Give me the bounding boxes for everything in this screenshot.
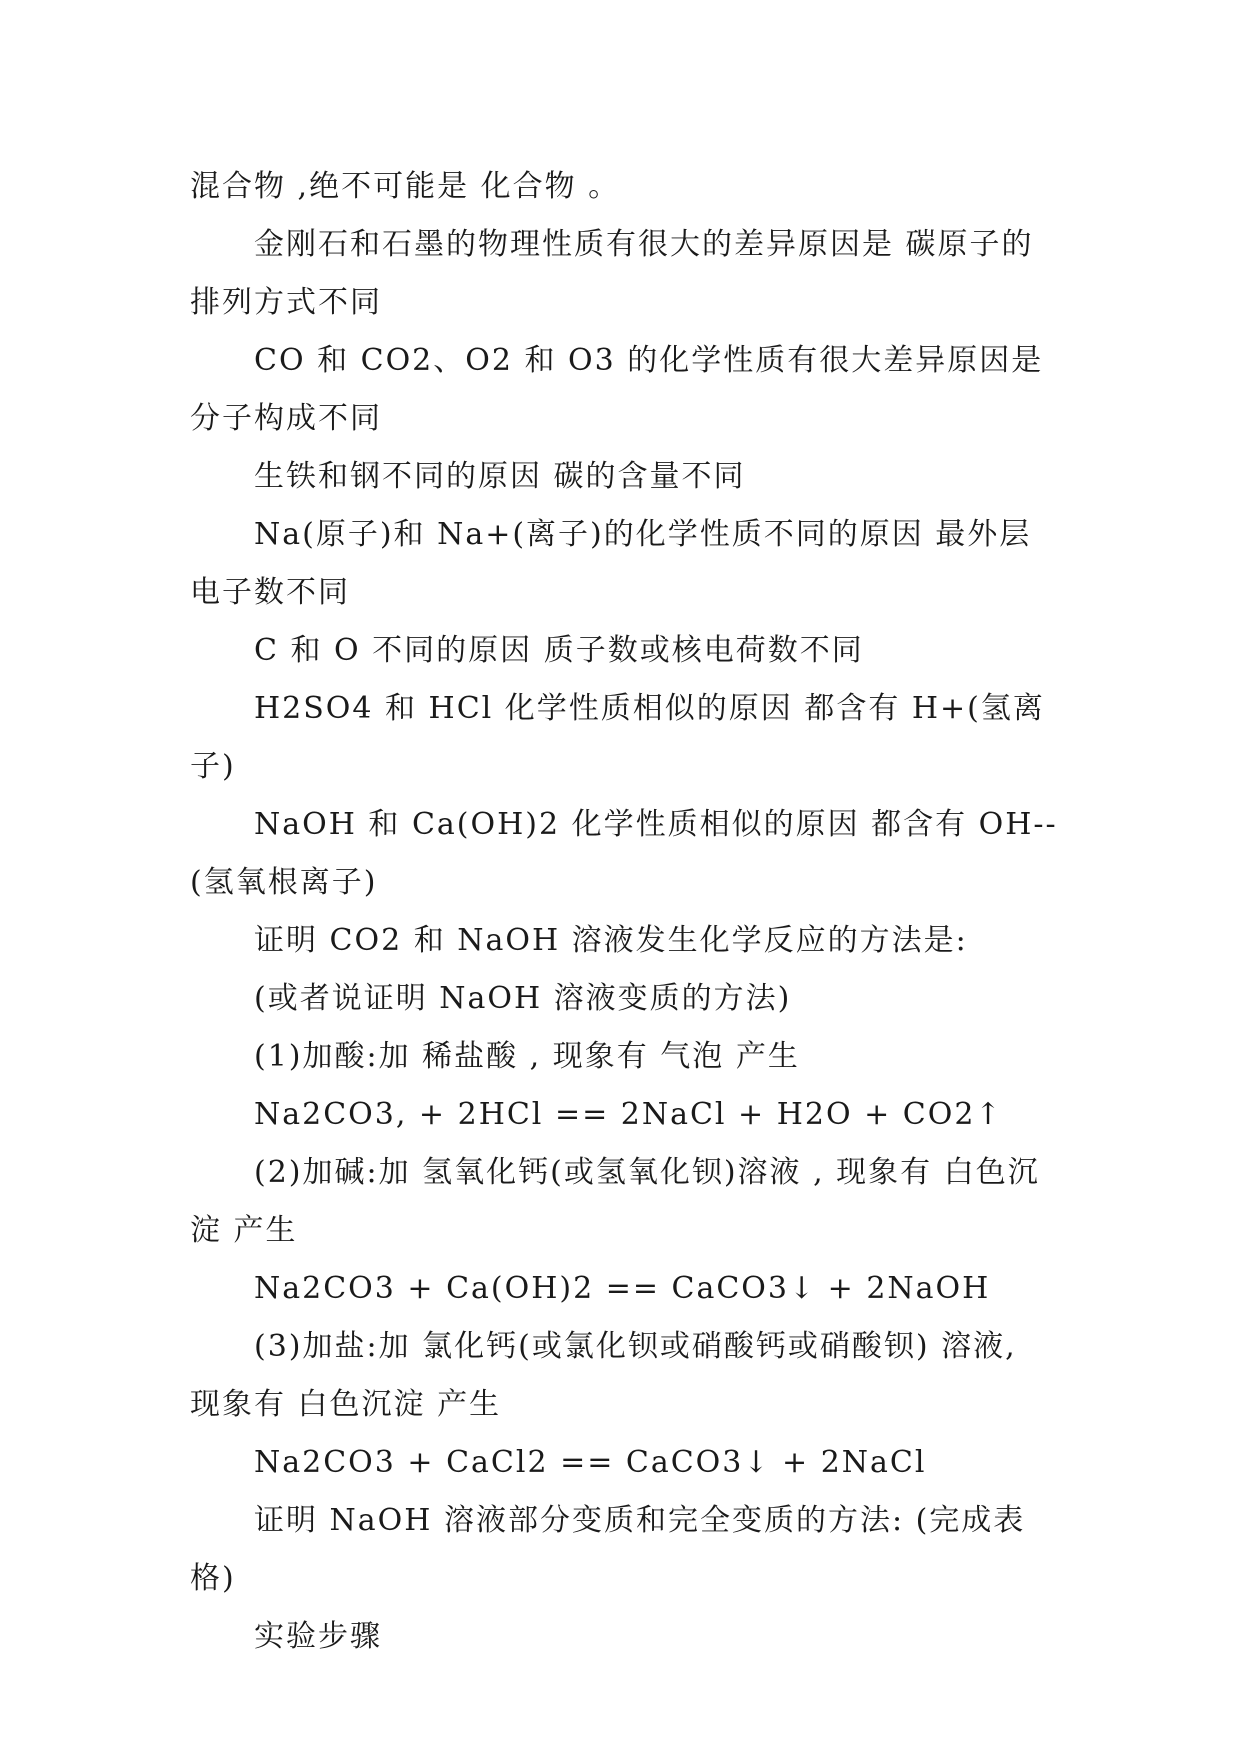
paragraph: 实验步骤 bbox=[254, 1619, 382, 1654]
paragraph: (1)加酸:加 稀盐酸 , 现象有 气泡 产生 bbox=[254, 1039, 800, 1074]
paragraph: (或者说证明 NaOH 溶液变质的方法) bbox=[254, 981, 792, 1016]
document-body bbox=[190, 158, 1060, 1666]
paragraph: Na(原子)和 Na+(离子)的化学性质不同的原因 最外层电子数不同 bbox=[190, 517, 1032, 610]
equation: Na2CO3, + 2HCl == 2NaCl + H2O + CO2↑ bbox=[254, 1097, 1003, 1132]
equation: Na2CO3 + Ca(OH)2 == CaCO3↓ + 2NaOH bbox=[254, 1271, 991, 1306]
paragraph: 证明 CO2 和 NaOH 溶液发生化学反应的方法是: bbox=[254, 923, 968, 958]
paragraph: 生铁和钢不同的原因 碳的含量不同 bbox=[254, 459, 746, 494]
paragraph: (2)加碱:加 氢氧化钙(或氢氧化钡)溶液 , 现象有 白色沉淀 产生 bbox=[190, 1155, 1040, 1248]
paragraph: 证明 NaOH 溶液部分变质和完全变质的方法: (完成表格) bbox=[190, 1503, 1026, 1596]
paragraph: 混合物 ,绝不可能是 化合物 。 bbox=[190, 169, 621, 204]
paragraph: NaOH 和 Ca(OH)2 化学性质相似的原因 都含有 OH--(氢氧根离子) bbox=[190, 807, 1058, 900]
paragraph: C 和 O 不同的原因 质子数或核电荷数不同 bbox=[254, 633, 864, 668]
paragraph: CO 和 CO2、O2 和 O3 的化学性质有很大差异原因是 分子构成不同 bbox=[190, 343, 1044, 436]
paragraph: (3)加盐:加 氯化钙(或氯化钡或硝酸钙或硝酸钡) 溶液, 现象有 白色沉淀 产生 bbox=[190, 1329, 1017, 1422]
equation: Na2CO3 + CaCl2 == CaCO3↓ + 2NaCl bbox=[254, 1445, 927, 1480]
paragraph: H2SO4 和 HCl 化学性质相似的原因 都含有 H+(氢离子) bbox=[190, 691, 1045, 784]
paragraph: 金刚石和石墨的物理性质有很大的差异原因是 碳原子的排列方式不同 bbox=[190, 227, 1034, 320]
